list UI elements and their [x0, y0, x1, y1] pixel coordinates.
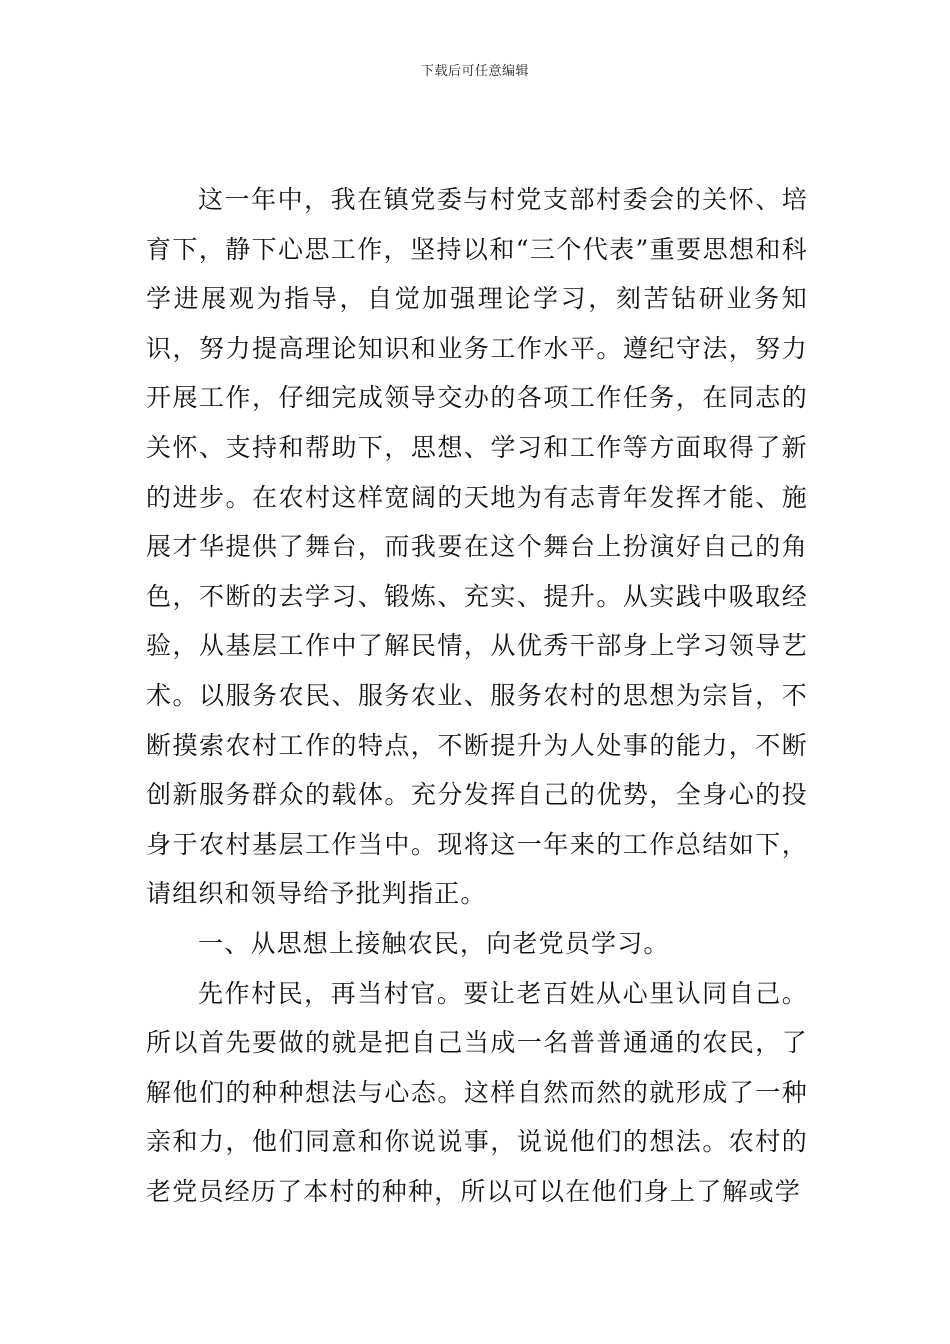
page-header: 下载后可任意编辑: [420, 64, 529, 79]
section-heading-1: 一、从思想上接触农民，向老党员学习。: [198, 928, 670, 958]
document-body: [146, 175, 808, 1216]
paragraph-section-1: 先作村民，再当村官。要让老百姓从心里认同自己。所以首先要做的就是把自己当成一名普普通通的农民，了解他们的种种想法与心态。这样自然而然的就形成了一种亲和力，他们同意和你说说事，说说他们的想法。农村的老党员经历了本村的种种，所以可以在他们身上了解或学: [146, 978, 808, 1206]
paragraph-intro: 这一年中，我在镇党委与村党支部村委会的关怀、培育下，静下心思工作，坚持以和“三个代表”重要思想和科学进展观为指导，自觉加强理论学习，刻苦钻研业务知识，努力提高理论知识和业务工作水平。遵纪守法，努力开展工作，仔细完成领导交办的各项工作任务，在同志的关怀、支持和帮助下，思想、学习和工作等方面取得了新的进步。在农村这样宽阔的天地为有志青年发挥才能、施展才华提供了舞台，而我要在这个舞台上扮演好自己的角色，不断的去学习、锻炼、充实、提升。从实践中吸取经验，从基层工作中了解民情，从优秀干部身上学习领导艺术。以服务农民、服务农业、服务农村的思想为宗旨，不断摸索农村工作的特点，不断提升为人处事的能力，不断创新服务群众的载体。充分发挥自己的优势，全身心的投身于农村基层工作当中。现将这一年来的工作总结如下，请组织和领导给予批判指正。: [146, 185, 808, 909]
